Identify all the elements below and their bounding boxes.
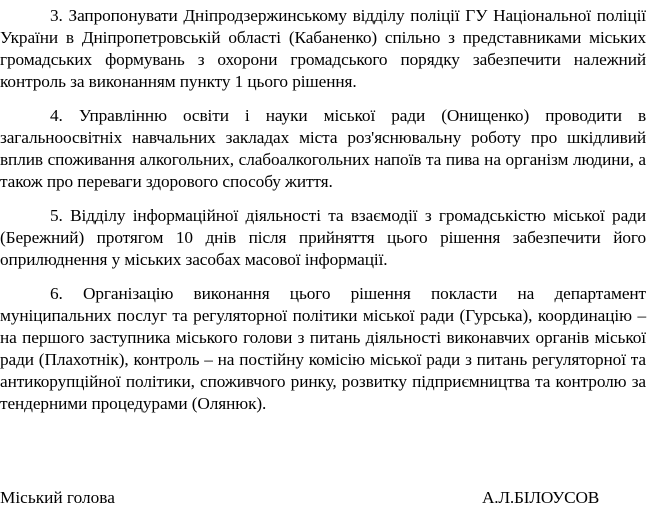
paragraph-item-3: 3. Запропонувати Дніпродзержинському відділу поліції ГУ Національної поліції України в Дніпропетровській області (Кабаненко) спільно з представниками міських громадських формувань з охорони громадського порядку забезпечити належний контроль за виконанням пункту 1 цього рішення. (0, 6, 646, 91)
paragraph-item-5: 5. Відділу інформаційної діяльності та взаємодії з громадськістю міської ради (Бережний) протягом 10 днів після прийняття цього рішення забезпечити його оприлюднення у міських засобах масової інформації. (0, 206, 646, 269)
signature-title: Міський голова (0, 488, 115, 507)
signature-name: А.Л.БІЛОУСОВ (482, 488, 600, 507)
document-body (0, 5, 649, 427)
paragraph-item-4: 4. Управлінню освіти і науки міської ради (Онищенко) проводити в загальноосвітніх навчальних закладах міста роз'яснювальну роботу про шкідливий вплив споживання алкогольних, слабоалкогольних напоїв та пива на організм людини, а також про переваги здорового способу життя. (0, 106, 646, 191)
paragraph-item-6: 6. Організацію виконання цього рішення покласти на департамент муніципальних послуг та регуляторної політики міської ради (Гурська), координацію – на першого заступника міського голови з питань діяльності виконавчих органів міської ради (Плахотнік), контроль – на постійну комісію міської ради з питань регуляторної та антикорупційної політики, споживчого ринку, розвитку підприємництва та контролю за тендерними процедурами (Олянюк). (0, 284, 646, 413)
